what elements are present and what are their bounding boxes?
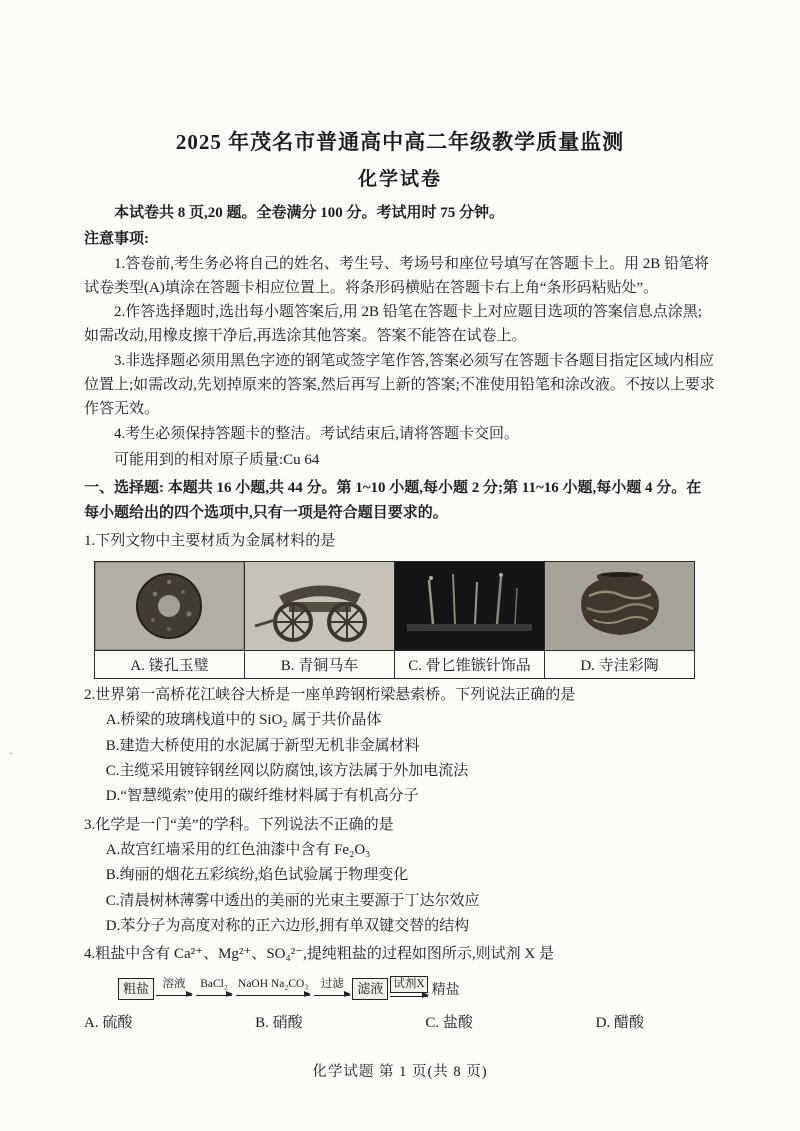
question-4-options-row <box>84 1011 644 1032</box>
relics-image-row <box>95 562 695 651</box>
question-4-option-c: C. 盐酸 <box>425 1014 473 1031</box>
question-3-option-c: C.清晨树林薄雾中透出的美丽的光束主要源于丁达尔效应 <box>105 892 480 909</box>
scan-artifact-dot: · <box>9 748 13 760</box>
arrow-shaft <box>156 995 192 996</box>
question-4-stem: 4.粗盐中含有 Ca²⁺、Mg²⁺、SO₄²⁻,提纯粗盐的过程如图所示,则试剂 X 是 <box>84 946 554 963</box>
relic-cell-c <box>395 562 545 651</box>
question-1-stem: 1.下列文物中主要材质为金属材料的是 <box>84 532 336 549</box>
flow-arrow-filter <box>314 977 350 999</box>
question-2-option-c: C.主缆采用镀锌钢丝网以防腐蚀,该方法属于外加电流法 <box>105 763 469 780</box>
page-subtitle: 化学试卷 <box>357 169 442 190</box>
relics-caption-row <box>95 651 695 679</box>
question-3-option-a: A.故宫红墙采用的红色油漆中含有 Fe₂O₃ <box>105 841 371 858</box>
bronze-chariot-photo <box>245 562 394 650</box>
question-4-option-d: D. 醋酸 <box>595 1014 644 1031</box>
flow-arrow-naoh-na2co3-label: NaOH Na₂CO₃ <box>238 978 309 991</box>
arrow-shaft <box>236 995 310 996</box>
notice-item: 1.答卷前,考生务必将自己的姓名、考生号、考场号和座位号填写在答题卡上。用 2B 铅笔将试卷类型(A)填涂在答题卡相应位置上。将条形码横贴在答题卡右上角“条形码粘贴处”。 <box>84 255 710 296</box>
flow-arrow-filter-label: 过滤 <box>320 978 344 991</box>
flow-box-filtrate: 滤液 <box>352 978 388 1000</box>
page-title: 2025 年茂名市普通高中高二年级教学质量监测 <box>175 130 625 154</box>
notice-item: 2.作答选择题时,选出每小题答案后,用 2B 铅笔在答题卡上对应题目选项的答案信息点涂黑;如需改动,用橡皮擦干净后,再选涂其他答案。答案不能答在试卷上。 <box>84 304 702 345</box>
notice-item: 3.非选择题必须用黑色字迹的钢笔或签字笔作答,答案必须写在答题卡各题目指定区域内相应位置上;如需改动,先划掉原来的答案,然后再写上新的答案;不准使用铅笔和涂改液。不按以上要求作答无效。 <box>84 352 715 418</box>
notice-heading: 注意事项: <box>84 231 149 248</box>
question-2-option-b: B.建造大桥使用的水泥属于新型无机非金属材料 <box>105 737 420 754</box>
relics-table <box>94 561 695 679</box>
salt-purification-flow-diagram <box>118 976 716 1000</box>
question-3-stem: 3.化学是一门“美”的学科。下列说法不正确的是 <box>84 816 394 833</box>
jade-disc-photo <box>95 562 244 650</box>
relic-caption-a: A. 镂孔玉璧 <box>95 651 245 679</box>
flow-arrow-naoh-na2co3 <box>236 977 310 999</box>
painted-pottery-photo <box>545 562 694 650</box>
relic-cell-b <box>245 562 395 651</box>
flow-box-crude-salt: 粗盐 <box>118 978 154 1000</box>
section-heading: 一、选择题: 本题共 16 小题,共 44 分。第 1~10 小题,每小题 2 分;第 11~16 小题,每小题 4 分。在每小题给出的四个选项中,只有一项是符合题目要求的。 <box>84 480 702 521</box>
question-3-option-b: B.绚丽的烟花五彩缤纷,焰色试验属于物理变化 <box>105 867 409 884</box>
flow-arrow-reagent-x-label: 试剂X <box>390 976 427 992</box>
relic-caption-c: C. 骨匕锥镞针饰品 <box>395 651 545 679</box>
question-3-option-d: D.苯分子为高度对称的正六边形,拥有单双键交替的结构 <box>105 917 470 934</box>
flow-arrow-dissolve <box>156 977 192 999</box>
notice-item: 4.考生必须保持答题卡的整洁。考试结束后,请将答题卡交回。 <box>114 425 520 442</box>
exam-info: 本试卷共 8 页,20 题。全卷满分 100 分。考试用时 75 分钟。 <box>114 205 505 221</box>
flow-arrow-bacl2 <box>196 977 232 999</box>
flow-arrow-reagent-x <box>390 976 427 1000</box>
question-4-option-a: A. 硫酸 <box>84 1014 133 1031</box>
question-2-option-d: D.“智慧缆索”使用的碳纤维材料属于有机高分子 <box>105 788 419 805</box>
relic-cell-a <box>95 562 245 651</box>
question-2-stem: 2.世界第一高桥花江峡谷大桥是一座单跨钢桁梁悬索桥。下列说法正确的是 <box>84 687 576 704</box>
atomic-mass-note: 可能用到的相对原子质量:Cu 64 <box>114 451 320 468</box>
page-footer: 化学试题 第 1 页(共 8 页) <box>312 1064 488 1080</box>
flow-arrow-dissolve-label: 溶液 <box>162 978 186 991</box>
arrow-shaft <box>196 995 232 996</box>
question-2-option-a: A.桥梁的玻璃栈道中的 SiO₂ 属于共价晶体 <box>105 712 382 729</box>
bone-artifacts-photo <box>395 562 544 650</box>
relic-caption-b: B. 青铜马车 <box>245 651 395 679</box>
relic-cell-d <box>545 562 695 651</box>
flow-arrow-bacl2-label: BaCl₂ <box>200 978 228 991</box>
flow-end-refined-salt: 精盐 <box>431 982 460 998</box>
arrow-shaft <box>314 995 350 996</box>
question-4-option-b: B. 硝酸 <box>255 1014 303 1031</box>
arrow-shaft <box>390 996 427 997</box>
relic-caption-d: D. 寺洼彩陶 <box>545 651 695 679</box>
